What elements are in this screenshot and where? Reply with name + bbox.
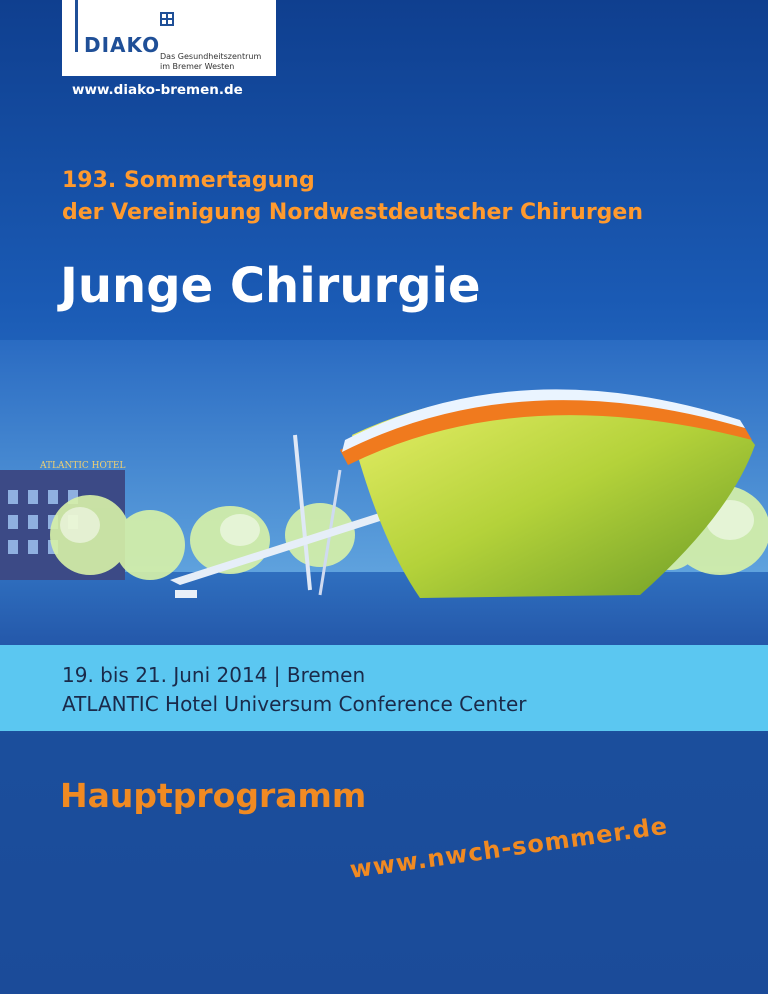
event-venue: ATLANTIC Hotel Universum Conference Center	[62, 692, 527, 716]
top-url-link[interactable]: www.diako-bremen.de	[72, 82, 243, 98]
logo-tagline-line1: Das Gesundheitszentrum	[160, 52, 262, 61]
program-label: Hauptprogramm	[60, 776, 367, 815]
event-date-location: 19. bis 21. Juni 2014 | Bremen	[62, 663, 366, 687]
universum-building-photo	[0, 340, 768, 645]
info-band	[0, 645, 768, 731]
page-title: Junge Chirurgie	[60, 258, 481, 314]
hotel-sign: ATLANTIC HOTEL	[40, 461, 126, 471]
logo-wordmark: DIAKO	[84, 33, 161, 57]
boat	[175, 590, 197, 598]
logo-tagline	[160, 52, 261, 72]
cross-icon	[160, 12, 174, 26]
subtitle-line2: der Vereinigung Nordwestdeutscher Chirurgen	[62, 200, 644, 225]
bottom-url-link[interactable]: www.nwch-sommer.de	[348, 811, 670, 884]
logo-tagline-line2: im Bremer Westen	[160, 62, 235, 71]
logo-bar	[75, 0, 78, 52]
diako-logo[interactable]	[62, 0, 276, 76]
subtitle-line1: 193. Sommertagung	[62, 168, 315, 193]
